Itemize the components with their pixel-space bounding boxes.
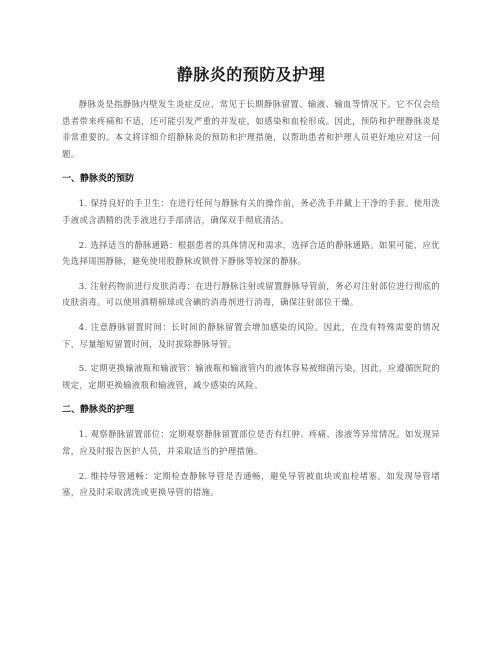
document-title: 静脉炎的预防及护理 xyxy=(176,65,326,84)
document-body xyxy=(62,96,440,509)
section-heading-care: 二、静脉炎的护理 xyxy=(62,405,135,416)
prevention-item-5: 5. 定期更换输液瓶和输液管：输液瓶和输液管内的液体容易被细菌污染，因此，应遵循医院的规定，定期更换输液瓶和输液管，减少感染的风险。 xyxy=(62,363,440,390)
section-heading-prevention: 一、静脉炎的预防 xyxy=(62,174,135,185)
intro-paragraph: 静脉炎是指静脉内壁发生炎症反应，常见于长期静脉留置、输液、输血等情况下。它不仅会给患者带来疼痛和不适，还可能引发严重的并发症，如感染和血栓形成。因此，预防和护理静脉炎是非常重要的。本文将详细介绍静脉炎的预防和护理措施，以帮助患者和护理人员更好地应对这一问题。 xyxy=(62,99,440,159)
section-prevention xyxy=(62,172,440,393)
care-item-1: 1. 观察静脉留置部位：定期观察静脉留置部位是否有红肿、疼痛、渗液等异常情况。如发现异常，应及时报告医护人员，并采取适当的护理措施。 xyxy=(62,429,440,456)
section-care xyxy=(62,403,440,500)
prevention-item-3: 3. 注射药物前进行皮肤消毒：在进行静脉注射或留置静脉导管前，务必对注射部位进行彻底的皮肤消毒。可以使用酒精棉球或含碘的消毒剂进行消毒，确保注射部位干燥。 xyxy=(62,280,440,308)
prevention-item-4: 4. 注意静脉留置时间：长时间的静脉留置会增加感染的风险。因此，在没有特殊需要的情况下，尽量缩短留置时间，及时拔除静脉导管。 xyxy=(62,321,440,349)
care-item-2: 2. 维持导管通畅：定期检查静脉导管是否通畅，避免导管被血块或血栓堵塞。如发现导管堵塞，应及时采取清洗或更换导管的措施。 xyxy=(62,470,440,498)
prevention-item-1: 1. 保持良好的手卫生：在进行任何与静脉有关的操作前，务必洗手并戴上干净的手套。使用洗手液或含酒精的洗手液进行手部清洁，确保双手彻底清洁。 xyxy=(62,198,440,225)
prevention-item-2: 2. 选择适当的静脉通路：根据患者的具体情况和需求，选择合适的静脉通路。如果可能，应优先选择周围静脉，避免使用股静脉或锁骨下静脉等较深的静脉。 xyxy=(62,239,440,267)
